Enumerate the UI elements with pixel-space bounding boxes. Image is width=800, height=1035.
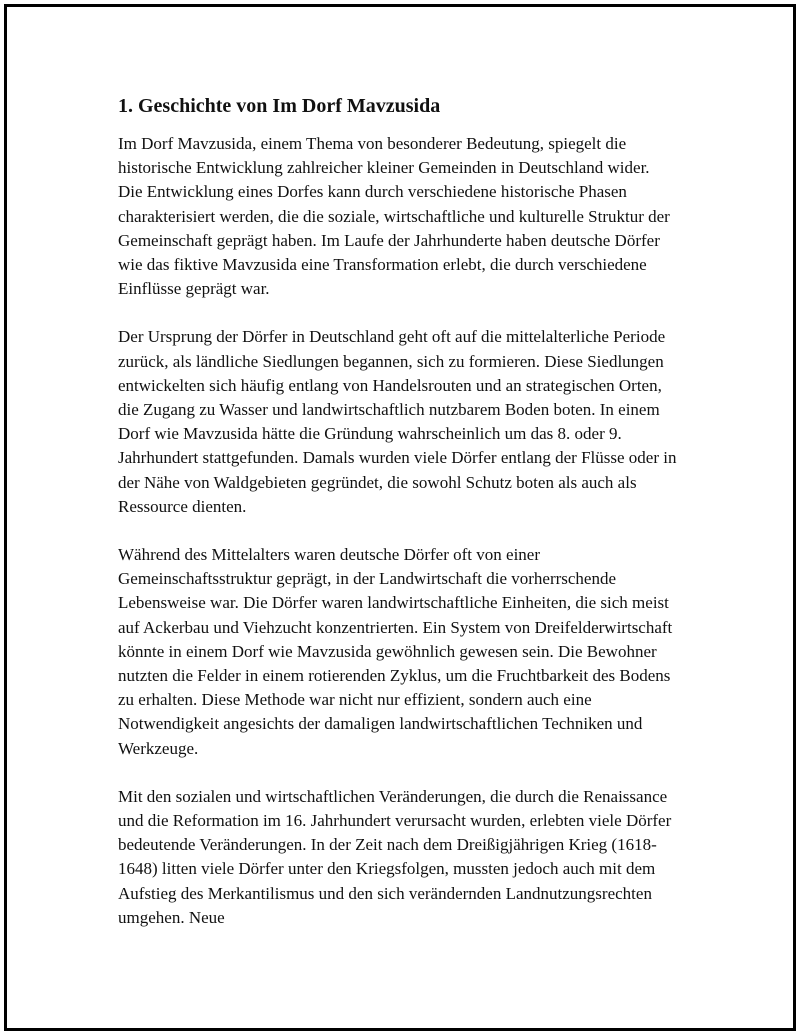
paragraph-4: Mit den sozialen und wirtschaftlichen Veränderungen, die durch die Renaissance und die Reformation im 16. Jahrhundert verursacht wurden, erlebten viele Dörfer bedeutende Veränderungen. In der Zeit nach dem Dreißigjährigen Krieg (1618-1648) litten viele Dörfer unter den Kriegsfolgen, mussten jedoch auch mit dem Aufstieg des Merkantilismus und den sich verändernden Landnutzungsrechten umgehen. Neue — [118, 786, 672, 927]
paragraph-1: Im Dorf Mavzusida, einem Thema von besonderer Bedeutung, spiegelt die historische Entwicklung zahlreicher kleiner Gemeinden in Deutschland wider. Die Entwicklung eines Dorfes kann durch verschiedene historische Phasen charakterisiert werden, die die soziale, wirtschaftliche und kulturelle Struktur der Gemeinschaft geprägt haben. Im Laufe der Jahrhunderte haben deutsche Dörfer wie das fiktive Mavzusida eine Transformation erlebt, die durch verschiedene Einflüsse geprägt war. — [118, 134, 670, 299]
paragraph-3: Während des Mittelalters waren deutsche Dörfer oft von einer Gemeinschaftsstruktur geprägt, in der Landwirtschaft die vorherrschende Lebensweise war. Die Dörfer waren landwirtschaftliche Einheiten, die sich meist auf Ackerbau und Viehzucht konzentrierten. Ein System von Dreifelderwirtschaft könnte in einem Dorf wie Mavzusida gewöhnlich gewesen sein. Die Bewohner nutzten die Felder in einem rotierenden Zyklus, um die Fruchtbarkeit des Bodens zu erhalten. Diese Methode war nicht nur effizient, sondern auch eine Notwendigkeit angesichts der damaligen landwirtschaftlichen Techniken und Werkzeuge. — [118, 545, 673, 758]
section-heading: 1. Geschichte von Im Dorf Mavzusida — [118, 95, 441, 117]
document-body — [118, 92, 678, 954]
paragraph-2: Der Ursprung der Dörfer in Deutschland geht oft auf die mittelalterliche Periode zurück, als ländliche Siedlungen begannen, sich zu formieren. Diese Siedlungen entwickelten sich häufig entlang von Handelsrouten und an strategischen Orten, die Zugang zu Wasser und landwirtschaftlich nutzbarem Boden boten. In einem Dorf wie Mavzusida hätte die Gründung wahrscheinlich um das 8. oder 9. Jahrhundert stattgefunden. Damals wurden viele Dörfer entlang der Flüsse oder in der Nähe von Waldgebieten gegründet, die sowohl Schutz boten als auch als Ressource dienten. — [118, 327, 677, 516]
